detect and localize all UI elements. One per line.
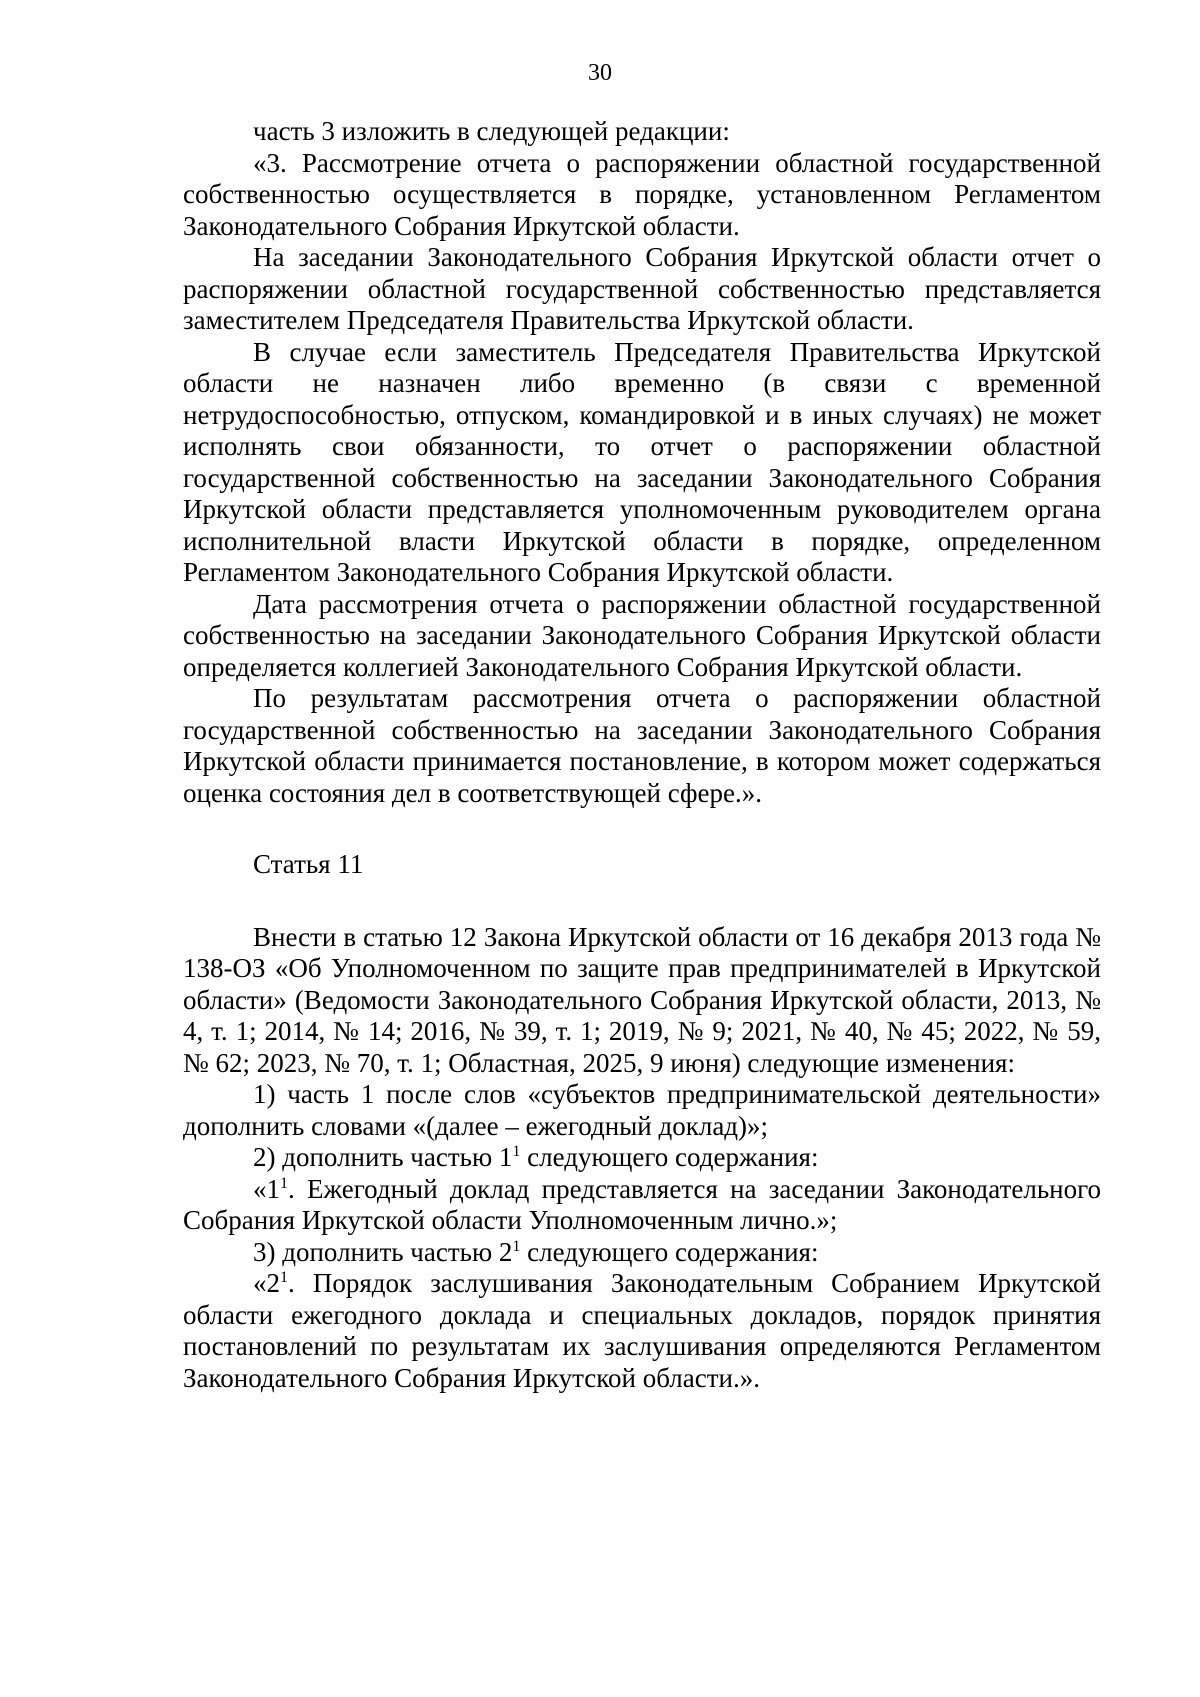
item-2-text-after: следующего содержания: — [520, 1142, 819, 1172]
paragraph-quote-1-1 — [183, 1174, 1101, 1237]
paragraph-deputy-absent: В случае если заместитель Председателя Правительства Иркутской области не назначен либо временно (в связи с временной нетрудоспособностью, отпуском, командировкой и в иных случаях) не может исполнять свои обязанности, то отчет о распоряжении областной государственной собственностью на заседании Законодательного Собрания Иркутской области представляется уполномоченным руководителем органа исполнительной власти Иркутской области в порядке, определенном Регламентом Законодательного Собрания Иркутской области. — [183, 336, 1101, 587]
paragraph-item-2 — [183, 1142, 1101, 1174]
document-body — [183, 116, 1101, 1394]
article-title: Статья 11 — [253, 849, 364, 879]
paragraph-item-3 — [183, 1237, 1101, 1269]
page-number: 30 — [588, 60, 612, 86]
quote-2-1-text-before: «2 — [253, 1268, 280, 1298]
item-3-text-before: 3) дополнить частью 2 — [253, 1236, 513, 1267]
item-3-text-after: следующего содержания: — [520, 1236, 819, 1267]
paragraph-quote-2-1 — [183, 1268, 1101, 1394]
paragraph-review-results: По результатам рассмотрения отчета о распоряжении областной государственной собственностью на заседании Законодательного Собрания Иркутской области принимается постановление, в котором может содержаться оценка состояния дел в соответствующей сфере.». — [183, 683, 1101, 808]
paragraph-quote-3: «3. Рассмотрение отчета о распоряжении областной государственной собственностью осуществляется в порядке, установленном Регламентом Законодательного Собрания Иркутской области. — [183, 147, 1101, 241]
item-2-text-before: 2) дополнить частью 1 — [253, 1142, 513, 1172]
quote-1-1-superscript: 1 — [280, 1174, 288, 1192]
paragraph-review-date: Дата рассмотрения отчета о распоряжении областной государственной собственностью на заседании Законодательного Собрания Иркутской области определяется коллегией Законодательного Собрания Иркутской области. — [183, 588, 1101, 682]
paragraph-item-1: 1) часть 1 после слов «субъектов предпринимательской деятельности» дополнить словами «(далее – ежегодный доклад)»; — [183, 1079, 1101, 1141]
paragraph-part-3-intro: часть 3 изложить в следующей редакции: — [253, 116, 730, 146]
quote-1-1-text-after: . Ежегодный доклад представляется на заседании Законодательного Собрания Иркутской области Уполномоченным лично.»; — [183, 1173, 1101, 1235]
paragraph-amendment-intro: Внести в статью 12 Закона Иркутской области от 16 декабря 2013 года № 138-ОЗ «Об Уполномоченном по защите прав предпринимателей в Иркутской области» (Ведомости Законодательного Собрания Иркутской области, 2013, № 4, т. 1; 2014, № 14; 2016, № 39, т. 1; 2019, № 9; 2021, № 40, № 45; 2022, № 59, № 62; 2023, № 70, т. 1; Областная, 2025, 9 июня) следующие изменения: — [183, 921, 1101, 1078]
quote-1-1-text-before: «1 — [253, 1173, 280, 1204]
paragraph-report-presenter: На заседании Законодательного Собрания Иркутской области отчет о распоряжении областной государственной собственностью представляется заместителем Председателя Правительства Иркутской области. — [183, 242, 1101, 335]
quote-2-1-superscript: 1 — [280, 1269, 288, 1286]
quote-2-1-text-after: . Порядок заслушивания Законодательным Собранием Иркутской области ежегодного доклада и специальных докладов, порядок принятия постановлений по результатам их заслушивания определяются Регламентом Законодательного Собрания Иркутской области.». — [183, 1268, 1101, 1393]
item-3-superscript: 1 — [512, 1237, 521, 1255]
item-2-superscript: 1 — [512, 1143, 521, 1160]
